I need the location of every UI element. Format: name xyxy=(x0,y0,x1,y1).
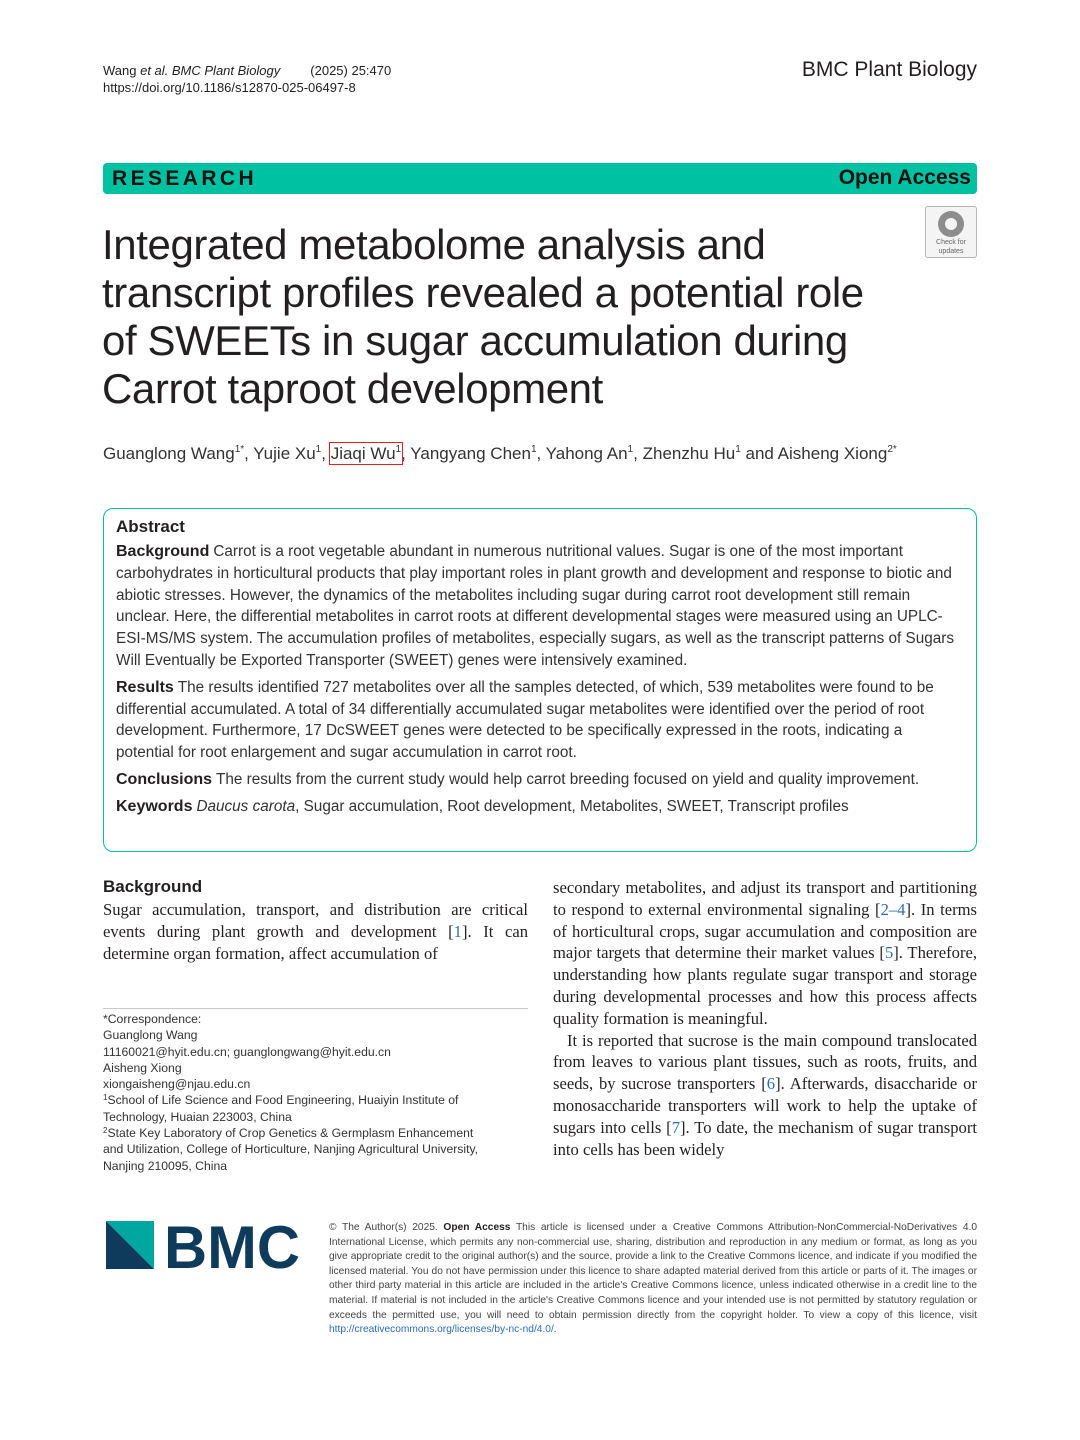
citation-link[interactable]: 2–4 xyxy=(880,899,906,919)
check-for-updates-button[interactable] xyxy=(925,206,977,258)
article-title: Integrated metabolome analysis and transcript profiles revealed a potential role of SWEETs in sugar accumulation during Carrot taproot development xyxy=(102,221,864,412)
section-label: RESEARCH xyxy=(112,167,258,190)
citation-link[interactable]: 7 xyxy=(671,1117,680,1137)
body-paragraph: secondary metabolites, and adjust its transport and partitioning to respond to external environmental signaling [2–4]. In terms of horticultural crops, sugar accumulation and composition are major targets that determine their market values [5]. Therefore, understanding how plants regulate sugar transport and storage during developmental processes and how this process affects quality formation is meaningful. xyxy=(553,878,977,1028)
citation-header xyxy=(103,62,391,96)
citation-link[interactable]: 1 xyxy=(453,921,462,941)
background-heading: Background xyxy=(103,877,203,896)
body-left-column xyxy=(103,899,528,964)
open-access-label: Open Access xyxy=(838,166,971,189)
abstract-background: Background Carrot is a root vegetable abundant in numerous nutritional values. Sugar is one of the most important carbohydrates in horticultural products that play important roles in plant growth and development and response to biotic and abiotic stresses. However, the dynamics of the metabolites including sugar during carrot root development still remain unclear. Here, the differential metabolites in carrot roots at different developmental stages were measured using an UPLC-ESI-MS/MS system. The accumulation profiles of metabolites, especially sugars, as well as the transcript patterns of Sugars Will Eventually be Exported Transporter (SWEET) genes were intensively examined. xyxy=(116,543,955,669)
header-journal-italic: et al. BMC Plant Biology xyxy=(140,63,281,78)
author[interactable]: Guanglong Wang$^{1*}$ xyxy=(103,444,245,463)
footnote-divider xyxy=(103,1008,528,1009)
doi-link[interactable]: https://doi.org/10.1186/s12870-025-06497-8 xyxy=(103,80,356,95)
body-paragraph: Sugar accumulation, transport, and distribution are critical events during plant growth and development [1]. It can determine organ formation, affect accumulation of xyxy=(103,900,528,963)
check-updates-icon xyxy=(938,211,964,237)
author-list: Guanglong Wang$^{1*}$, Yujie Xu$^1$, Jiaqi Wu$^1$, Yangyang Chen$^1$, Yahong An$^1$, Zhenzhu Hu$^1$ and Aisheng Xiong$^{2*}$ xyxy=(103,444,897,463)
abstract-heading: Abstract xyxy=(116,517,185,536)
license-link[interactable]: http://creativecommons.org/licenses/by-nc-nd/4.0/ xyxy=(329,1324,554,1336)
author[interactable]: Aisheng Xiong$^{2*}$ xyxy=(777,444,897,463)
email-link[interactable]: xiongaisheng@njau.edu.cn xyxy=(103,1077,251,1092)
bmc-logo xyxy=(106,1221,302,1271)
author[interactable]: Yujie Xu$^1$ xyxy=(253,444,322,463)
logo-text: BMC xyxy=(164,1221,300,1271)
abstract-results: Results The results identified 727 metabolites over all the samples detected, of which, 539 metabolites were found to be differential accumulated. A total of 34 differentially accumulated sugar metabolites were identified over the period of root development. Furthermore, 17 DcSWEET genes were detected to be specifically expressed in the roots, indicating a potential for root enlargement and sugar accumulation in carrot root. xyxy=(116,678,934,762)
author-highlighted[interactable]: Jiaqi Wu$^1$ xyxy=(330,444,402,463)
email-link[interactable]: 11160021@hyit.edu.cn; guanglongwang@hyit.edu.cn xyxy=(103,1044,391,1059)
abstract-box xyxy=(103,508,977,852)
correspondence-block: *Correspondence: Guanglong Wang 11160021@hyit.edu.cn; guanglongwang@hyit.edu.cn Aisheng Xiong xiongaisheng@njau.edu.cn $^1$School of Life Science and Food Engineering, Huaiyin Institute of Technology, Huaian 223003, China $^2$State Key Laboratory of Crop Genetics & Germplasm Enhancement and Utilization, College of Horticulture, Nanjing Agricultural University, Nanjing 210095, China xyxy=(103,1011,528,1174)
abstract-keywords: Keywords Daucus carota, Sugar accumulation, Root development, Metabolites, SWEET, Transcript profiles xyxy=(116,797,849,815)
check-updates-line1: Check for xyxy=(936,239,966,246)
journal-name: BMC Plant Biology xyxy=(801,58,977,81)
abstract-conclusions: Conclusions The results from the current study would help carrot breeding focused on yield and quality improvement. xyxy=(116,770,920,788)
author[interactable]: Yangyang Chen$^1$ xyxy=(410,444,537,463)
citation-link[interactable]: 6 xyxy=(766,1074,776,1094)
header-year-volume: (2025) 25:470 xyxy=(310,63,392,78)
body-right-column xyxy=(553,877,977,1160)
license-statement: © The Author(s) 2025. Open Access This article is licensed under a Creative Commons Attribution-NonCommercial-NoDerivatives 4.0 International License, which permits any non-commercial use, sharing, distribution and reproduction in any medium or format, as long as you give appropriate credit to the original author(s) and the source, provide a link to the Creative Commons licence, and indicate if you modified the licensed material. You do not have permission under this licence to share adapted material derived from this article or parts of it. The images or other third party material in this article are included in the article's Creative Commons licence, unless indicated otherwise in a credit line to the material. If material is not included in the article's Creative Commons licence and your intended use is not permitted by statutory regulation or exceeds the permitted use, you will need to obtain permission directly from the copyright holder. To view a copy of this licence, visit http://creativecommons.org/licenses/by-nc-nd/4.0/. xyxy=(329,1222,977,1336)
check-updates-line2: updates xyxy=(938,248,964,255)
article-type-banner xyxy=(103,163,977,194)
body-paragraph: It is reported that sucrose is the main compound translocated from leaves to various plant tissues, such as roots, fruits, and seeds, by sucrose transporters [6]. Afterwards, disaccharide or monosaccharide transporters will work to help the uptake of sugars into cells [7]. To date, the mechanism of sugar transport into cells has been widely xyxy=(553,1030,977,1159)
author[interactable]: Zhenzhu Hu$^1$ xyxy=(642,444,741,463)
header-author: Wang xyxy=(103,63,141,78)
citation-link[interactable]: 5 xyxy=(884,943,894,963)
author[interactable]: Yahong An$^1$ xyxy=(545,444,634,463)
